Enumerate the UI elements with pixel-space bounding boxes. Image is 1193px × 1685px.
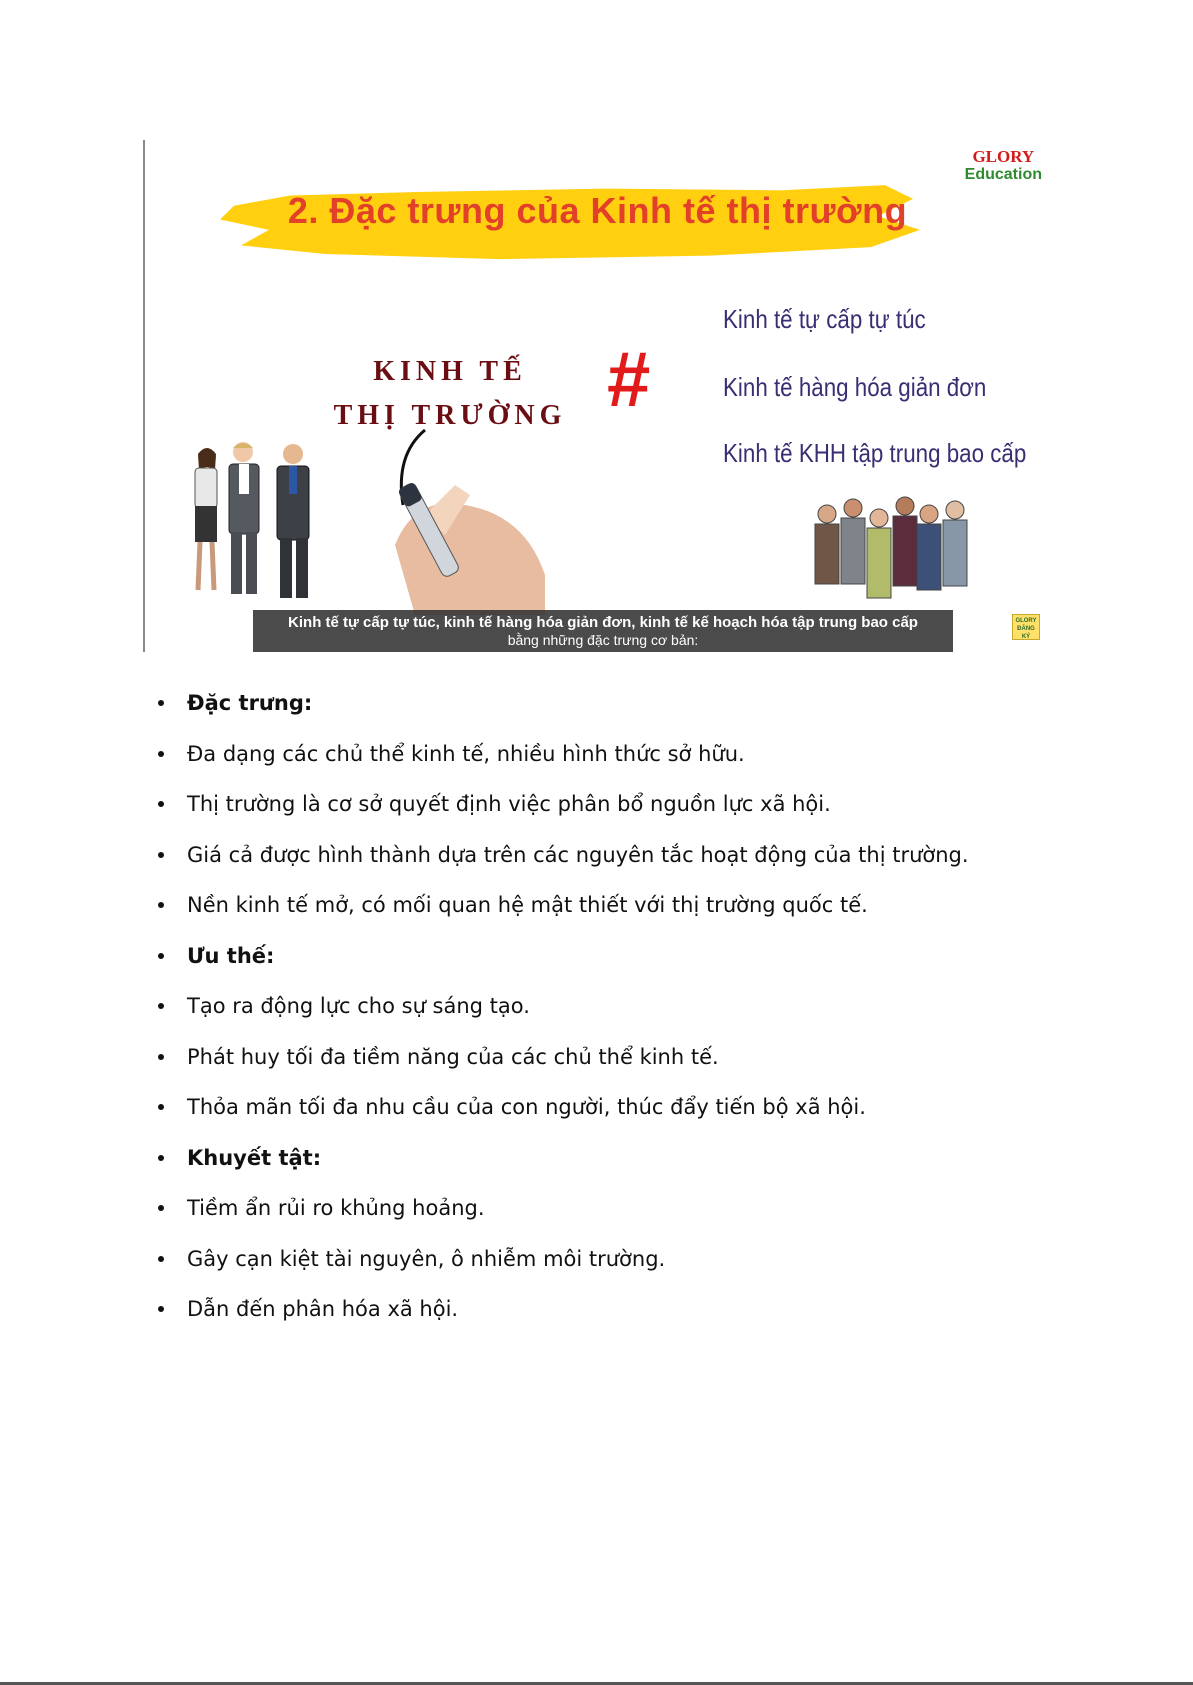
subtitle-line-1: Kinh tế tự cấp tự túc, kinh tế hàng hóa giản đơn, kinh tế kế hoạch hóa tập trung bao cấp bbox=[288, 614, 918, 631]
list-item-text: Dẫn đến phân hóa xã hội. bbox=[187, 1297, 459, 1321]
list-item-text: Tiềm ẩn rủi ro khủng hoảng. bbox=[187, 1196, 485, 1220]
list-item-text: Phát huy tối đa tiềm năng của các chủ thể kinh tế. bbox=[187, 1044, 719, 1069]
logo-line-1: GLORY bbox=[972, 147, 1035, 166]
list-item bbox=[150, 1087, 1070, 1138]
list-item-text: Đa dạng các chủ thể kinh tế, nhiều hình thức sở hữu. bbox=[187, 741, 745, 766]
bullet-icon bbox=[158, 1306, 164, 1312]
economy-label-3: Kinh tế KHH tập trung bao cấp bbox=[723, 438, 1027, 468]
list-item bbox=[150, 784, 1070, 835]
logo-line-2: Education bbox=[964, 166, 1042, 183]
business-people-illustration bbox=[185, 440, 335, 610]
slide-title: 2. Đặc trưng của Kinh tế thị trường bbox=[287, 190, 908, 231]
bullet-icon bbox=[158, 801, 164, 807]
bullet-icon bbox=[158, 1104, 164, 1110]
subtitle-line-2: bằng những đặc trưng cơ bản: bbox=[507, 632, 699, 648]
list-item-text: Khuyết tật: bbox=[187, 1145, 322, 1170]
list-item bbox=[150, 1239, 1070, 1290]
list-item bbox=[150, 835, 1070, 886]
list-item bbox=[150, 1037, 1070, 1088]
bullet-icon bbox=[158, 700, 164, 706]
glory-education-logo bbox=[965, 148, 1042, 183]
economy-label-1: Kinh tế tự cấp tự túc bbox=[723, 304, 926, 334]
list-item bbox=[150, 1188, 1070, 1239]
list-item bbox=[150, 885, 1070, 936]
list-item bbox=[150, 1289, 1070, 1340]
economy-label-2: Kinh tế hàng hóa giản đơn bbox=[723, 372, 987, 402]
list-item bbox=[150, 986, 1070, 1037]
bullet-icon bbox=[158, 852, 164, 858]
list-item bbox=[150, 734, 1070, 785]
hash-symbol: # bbox=[607, 335, 651, 423]
video-subtitle bbox=[253, 610, 953, 652]
list-item-text: Đặc trưng: bbox=[187, 691, 313, 715]
list-item bbox=[150, 683, 1070, 734]
mini-logo-line-1: GLORY bbox=[1015, 618, 1037, 624]
list-item bbox=[150, 1138, 1070, 1189]
mini-logo-line-2: ĐĂNG KÝ bbox=[1017, 626, 1035, 640]
bullet-icon bbox=[158, 902, 164, 908]
list-item-text: Nền kinh tế mở, có mối quan hệ mật thiết với thị trường quốc tế. bbox=[187, 893, 868, 917]
list-item bbox=[150, 936, 1070, 987]
big-title-line-1: KINH TẾ bbox=[373, 356, 527, 387]
hand-drawing-illustration bbox=[385, 425, 555, 615]
list-item-text: Thị trường là cơ sở quyết định việc phân bổ nguồn lực xã hội. bbox=[187, 792, 831, 816]
crowd-illustration bbox=[807, 492, 987, 612]
bullet-icon bbox=[158, 1155, 164, 1161]
bullet-icon bbox=[158, 1205, 164, 1211]
bullet-list bbox=[150, 683, 1070, 1340]
video-frame bbox=[143, 140, 1050, 652]
mini-subscribe-logo bbox=[1012, 614, 1040, 640]
list-item-text: Ưu thế: bbox=[187, 943, 275, 968]
bullet-icon bbox=[158, 1256, 164, 1262]
bullet-icon bbox=[158, 751, 164, 757]
bullet-icon bbox=[158, 953, 164, 959]
list-item-text: Tạo ra động lực cho sự sáng tạo. bbox=[187, 994, 530, 1018]
list-item-text: Giá cả được hình thành dựa trên các nguyên tắc hoạt động của thị trường. bbox=[187, 842, 969, 867]
big-title-line-2: THỊ TRƯỜNG bbox=[333, 400, 567, 431]
bullet-icon bbox=[158, 1003, 164, 1009]
list-item-text: Gây cạn kiệt tài nguyên, ô nhiễm môi trường. bbox=[187, 1246, 666, 1271]
bullet-icon bbox=[158, 1054, 164, 1060]
list-item-text: Thỏa mãn tối đa nhu cầu của con người, thúc đẩy tiến bộ xã hội. bbox=[187, 1095, 866, 1119]
